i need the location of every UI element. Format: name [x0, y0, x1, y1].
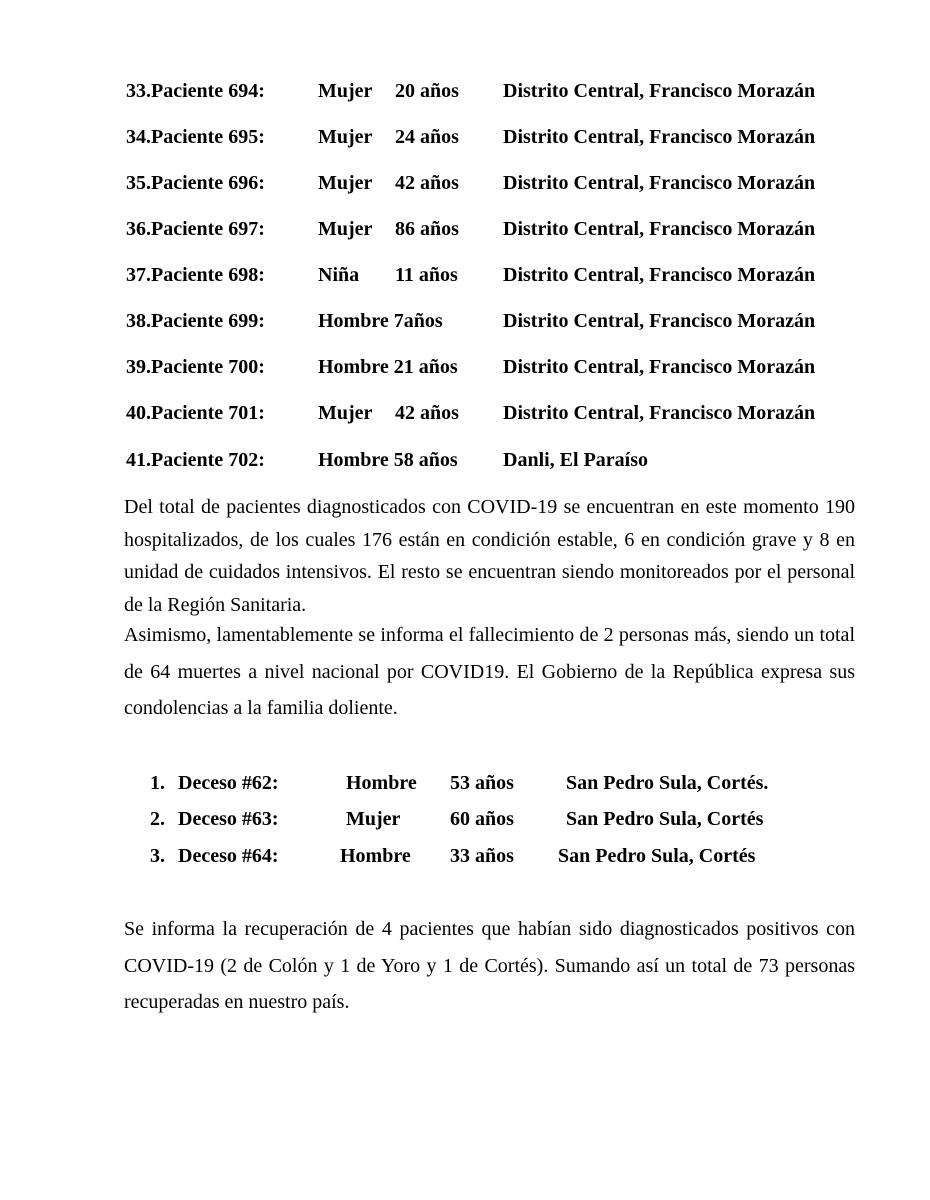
death-age: 53 años: [450, 772, 514, 794]
death-row: [0, 804, 930, 834]
patient-sex: Mujer: [318, 402, 373, 424]
death-location: San Pedro Sula, Cortés.: [566, 772, 769, 794]
death-number: 3.: [150, 845, 165, 867]
death-number: 2.: [150, 808, 165, 830]
death-sex: Mujer: [346, 808, 401, 830]
death-sex: Hombre: [340, 845, 411, 867]
patient-age: 42 años: [395, 172, 459, 194]
patient-location: Distrito Central, Francisco Morazán: [503, 218, 816, 240]
death-row: [0, 768, 930, 798]
patient-label: 40.Paciente 701:: [126, 402, 265, 424]
patient-sex: Mujer: [318, 126, 373, 148]
patient-location: Danli, El Paraíso: [503, 449, 649, 471]
death-sex: Hombre: [346, 772, 417, 794]
patient-label: 36.Paciente 697:: [126, 218, 265, 240]
death-number: 1.: [150, 772, 165, 794]
patient-sex: Niña: [318, 264, 360, 286]
patient-age: 11 años: [395, 264, 458, 286]
patient-location: Distrito Central, Francisco Morazán: [503, 80, 816, 102]
patient-location: Distrito Central, Francisco Morazán: [503, 126, 816, 148]
patient-label: 33.Paciente 694:: [126, 80, 265, 102]
patient-sex: Hombre 7años: [318, 310, 443, 332]
patient-row: [0, 122, 930, 152]
patient-label: 34.Paciente 695:: [126, 126, 265, 148]
death-age: 33 años: [450, 845, 514, 867]
patient-row: [0, 76, 930, 106]
patient-location: Distrito Central, Francisco Morazán: [503, 402, 816, 424]
patient-label: 37.Paciente 698:: [126, 264, 265, 286]
death-row: [0, 841, 930, 871]
patient-location: Distrito Central, Francisco Morazán: [503, 310, 816, 332]
death-location: San Pedro Sula, Cortés: [566, 808, 764, 830]
patient-age: 86 años: [395, 218, 459, 240]
patient-label: 35.Paciente 696:: [126, 172, 265, 194]
death-location: San Pedro Sula, Cortés: [558, 845, 756, 867]
patient-row: [0, 398, 930, 428]
patient-age: 42 años: [395, 402, 459, 424]
patient-sex: Hombre 58 años: [318, 449, 458, 471]
deaths-paragraph: Asimismo, lamentablemente se informa el fallecimiento de 2 personas más, siendo un total de 64 muertes a nivel nacional por COVID19. El Gobierno de la República expresa sus condolencias a la familia doliente.: [124, 624, 855, 719]
patient-location: Distrito Central, Francisco Morazán: [503, 264, 816, 286]
death-label: Deceso #62:: [178, 772, 279, 794]
patient-row: [0, 306, 930, 336]
patient-label: 38.Paciente 699:: [126, 310, 265, 332]
patient-sex: Mujer: [318, 172, 373, 194]
patient-label: 41.Paciente 702:: [126, 449, 265, 471]
patient-row: [0, 445, 930, 475]
patient-sex: Mujer: [318, 218, 373, 240]
patient-sex: Hombre 21 años: [318, 356, 458, 378]
death-label: Deceso #63:: [178, 808, 279, 830]
hospitalization-paragraph: Del total de pacientes diagnosticados con COVID-19 se encuentran en este momento 190 hospitalizados, de los cuales 176 están en condición estable, 6 en condición grave y 8 en unidad de cuidados intensivos. El resto se encuentran siendo monitoreados por el personal de la Región Sanitaria.: [124, 496, 855, 616]
patient-row: [0, 214, 930, 244]
patient-age: 24 años: [395, 126, 459, 148]
death-label: Deceso #64:: [178, 845, 279, 867]
patient-sex: Mujer: [318, 80, 373, 102]
recovery-paragraph: Se informa la recuperación de 4 pacientes que habían sido diagnosticados positivos con COVID-19 (2 de Colón y 1 de Yoro y 1 de Cortés). Sumando así un total de 73 personas recuperadas en nuestro país.: [124, 918, 855, 1013]
patient-row: [0, 352, 930, 382]
patient-row: [0, 168, 930, 198]
patient-age: 20 años: [395, 80, 459, 102]
patient-label: 39.Paciente 700:: [126, 356, 265, 378]
patient-location: Distrito Central, Francisco Morazán: [503, 172, 816, 194]
death-age: 60 años: [450, 808, 514, 830]
patient-location: Distrito Central, Francisco Morazán: [503, 356, 816, 378]
patient-row: [0, 260, 930, 290]
